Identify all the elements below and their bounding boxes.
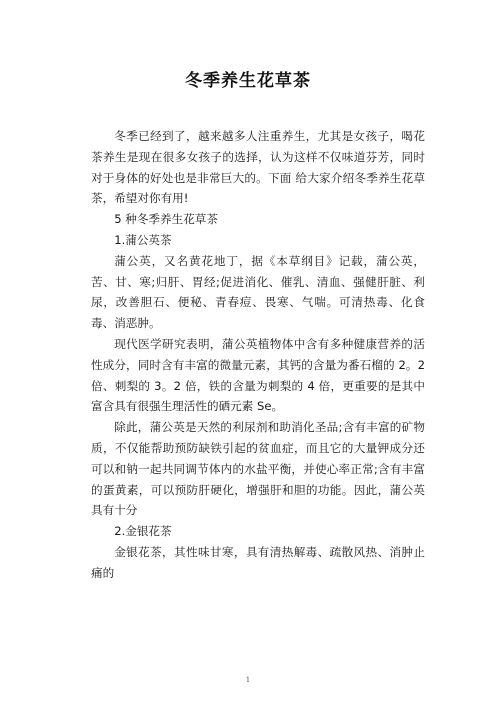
page-number: 1	[245, 676, 251, 684]
honeysuckle-paragraph-1: 金银花茶，其性味甘寒，具有清热解毒、疏散风热、消肿止痛的	[91, 544, 425, 580]
subsection-heading-honeysuckle: 2.金银花茶	[114, 524, 172, 539]
subsection-heading-dandelion: 1.蒲公英茶	[114, 232, 172, 247]
section-heading: 5 种冬季养生花草茶	[114, 212, 218, 227]
dandelion-paragraph-2: 现代医学研究表明，蒲公英植物体中含有多种健康营养的活性成分，同时含有丰富的微量元素，其钙的含量为番石榴的 2。2 倍、刺梨的 3。2 倍，铁的含量为刺梨的 4 倍，更重要的是其中富含具有很强生理活性的硒元素 Se。	[91, 336, 425, 414]
dandelion-paragraph-3: 除此，蒲公英是天然的利尿剂和助消化圣品;含有丰富的矿物质，不仅能帮助预防缺铁引起的贫血症，而且它的大量钾成分还可以和钠一起共同调节体内的水盐平衡，并使心率正常;含有丰富的蛋黄素，可以预防肝硬化，增强肝和胆的功能。因此，蒲公英具有十分	[91, 420, 425, 518]
intro-paragraph: 冬季已经到了，越来越多人注重养生，尤其是女孩子，喝花茶养生是现在很多女孩子的选择，认为这样不仅味道芬芳，同时对于身体的好处也是非常巨大的。下面 给大家介绍冬季养生花草茶，希望对你有用!	[91, 129, 425, 206]
dandelion-paragraph-1: 蒲公英，又名黄花地丁，据《本草纲目》记载，蒲公英，苦、甘、寒;归肝、胃经;促进消化、催乳、清血、强健肝脏、利尿，改善胆石、便秘、青春痘、畏寒、气喘。可清热毒、化食毒、消恶肿。	[91, 253, 425, 331]
document-title: 冬季养生花草茶	[185, 71, 311, 91]
document-body	[91, 126, 425, 584]
